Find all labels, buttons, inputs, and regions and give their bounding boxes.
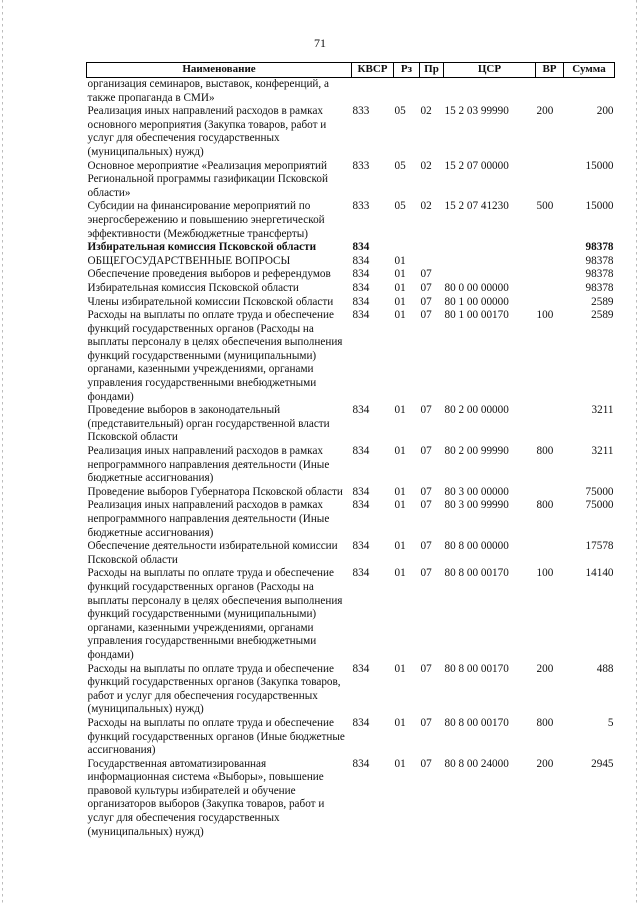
cell-pr	[420, 241, 444, 255]
header-pr: Пр	[420, 63, 444, 78]
cell-name: Обеспечение проведения выборов и референдумов	[87, 268, 331, 281]
cell-pr	[420, 78, 444, 106]
cell-pr: 07	[420, 757, 432, 770]
cell-kvsr: 834	[352, 404, 370, 417]
cell-name: Реализация иных направлений расходов в рамках непрограммного направления деятельности (Иные бюджетные ассигнования)	[87, 499, 330, 539]
table-row	[87, 296, 615, 310]
cell-rz: 01	[394, 281, 406, 294]
table-row	[87, 241, 615, 255]
cell-pr: 02	[420, 159, 432, 172]
cell-vr: 100	[536, 309, 554, 322]
cell-sum: 98378	[585, 281, 614, 294]
cell-kvsr: 834	[352, 295, 370, 308]
cell-sum: 488	[596, 662, 614, 675]
cell-vr: 200	[536, 662, 554, 675]
cell-name: Субсидии на финансирование мероприятий по энергосбережению и повышению энергетической эффективности (Межбюджетные трансферты)	[87, 200, 325, 240]
cell-csr: 80 1 00 00000	[444, 295, 509, 308]
cell-csr: 15 2 03 99990	[444, 105, 509, 118]
table-row	[87, 540, 615, 567]
scan-edge-left	[2, 0, 3, 905]
cell-name: Проведение выборов в законодательный (представительный) орган государственной власти Псковской области	[87, 404, 330, 444]
cell-sum: 2589	[591, 309, 614, 322]
table-row	[87, 282, 615, 296]
table-row	[87, 499, 615, 540]
cell-csr: 80 2 00 00000	[444, 404, 509, 417]
header-sum: Сумма	[564, 63, 615, 78]
cell-sum: 15000	[585, 159, 614, 172]
cell-pr: 02	[420, 105, 432, 118]
cell-rz: 01	[394, 268, 406, 281]
cell-vr	[536, 486, 564, 500]
cell-name: Проведение выборов Губернатора Псковской области	[87, 485, 343, 498]
cell-rz: 01	[394, 485, 406, 498]
cell-sum: 5	[607, 716, 614, 729]
table-row	[87, 404, 615, 445]
table-row	[87, 758, 615, 840]
cell-kvsr: 834	[352, 540, 370, 553]
table-row	[87, 78, 615, 106]
cell-vr	[536, 241, 564, 255]
cell-csr	[444, 268, 536, 282]
table-row	[87, 717, 615, 758]
cell-rz: 01	[394, 662, 406, 675]
header-name: Наименование	[87, 63, 352, 78]
cell-rz: 01	[394, 757, 406, 770]
cell-kvsr: 833	[352, 200, 370, 213]
cell-pr: 07	[420, 716, 432, 729]
header-kvsr: КВСР	[352, 63, 394, 78]
cell-rz: 05	[394, 105, 406, 118]
cell-csr: 80 2 00 99990	[444, 445, 509, 458]
cell-name: Обеспечение деятельности избирательной комиссии Псковской области	[87, 540, 338, 566]
cell-rz: 01	[394, 567, 406, 580]
cell-pr: 07	[420, 662, 432, 675]
cell-name: Расходы на выплаты по оплате труда и обеспечение функций государственных органов (Расходы на выплаты персоналу в целях обеспечения выполнения функций государственными (муниципальными) органами, казенными учреждениями, органами управления государственными внебюджетными фондами)	[87, 567, 343, 661]
cell-name: Расходы на выплаты по оплате труда и обеспечение функций государственных органов (Закупка товаров, работ и услуг для обеспечения государственных (муниципальных) нужд)	[87, 662, 341, 716]
cell-rz: 01	[394, 254, 406, 267]
cell-csr: 80 8 00 00000	[444, 540, 509, 553]
cell-kvsr: 834	[352, 567, 370, 580]
cell-sum: 3211	[591, 445, 614, 458]
header-csr: ЦСР	[444, 63, 536, 78]
cell-sum: 3211	[591, 404, 614, 417]
cell-name: Реализация иных направлений расходов в рамках непрограммного направления деятельности (Иные бюджетные ассигнования)	[87, 445, 330, 485]
cell-kvsr: 834	[352, 268, 370, 281]
cell-vr: 200	[536, 105, 554, 118]
table-row	[87, 309, 615, 404]
cell-name: Избирательная комиссия Псковской области	[87, 241, 317, 254]
cell-sum: 75000	[585, 485, 614, 498]
cell-sum: 98378	[585, 268, 614, 281]
cell-pr	[420, 255, 444, 269]
table-row	[87, 160, 615, 201]
cell-pr: 07	[420, 567, 432, 580]
cell-rz: 01	[394, 404, 406, 417]
cell-kvsr: 834	[352, 281, 370, 294]
table-row	[87, 663, 615, 717]
budget-table	[86, 62, 615, 839]
table-row	[87, 486, 615, 500]
cell-pr: 07	[420, 540, 432, 553]
cell-pr: 07	[420, 295, 432, 308]
cell-csr: 80 3 00 00000	[444, 485, 509, 498]
cell-kvsr	[352, 78, 394, 106]
cell-sum	[564, 78, 615, 106]
cell-sum: 2589	[591, 295, 614, 308]
cell-kvsr: 833	[352, 105, 370, 118]
cell-rz	[394, 241, 420, 255]
cell-pr: 07	[420, 485, 432, 498]
cell-pr: 02	[420, 200, 432, 213]
cell-name: ОБЩЕГОСУДАРСТВЕННЫЕ ВОПРОСЫ	[87, 254, 291, 267]
table-row	[87, 567, 615, 662]
cell-csr	[444, 255, 536, 269]
cell-pr: 07	[420, 445, 432, 458]
cell-sum: 2945	[591, 757, 614, 770]
cell-sum: 98378	[585, 254, 614, 267]
cell-kvsr: 834	[352, 254, 370, 267]
cell-csr	[444, 241, 536, 255]
cell-name: Государственная автоматизированная информационная система «Выборы», повышение правовой культуры избирателей и обучение организаторов выборов (Закупка товаров, работ и услуг для обеспечения государственных (муниципальных) нужд)	[87, 757, 325, 838]
cell-csr: 80 3 00 99990	[444, 499, 509, 512]
cell-csr: 80 8 00 00170	[444, 567, 509, 580]
cell-vr: 500	[536, 200, 554, 213]
cell-kvsr: 834	[352, 757, 370, 770]
cell-csr: 80 8 00 00170	[444, 662, 509, 675]
cell-vr	[536, 296, 564, 310]
cell-rz: 01	[394, 499, 406, 512]
cell-csr: 80 8 00 00170	[444, 716, 509, 729]
cell-name: организация семинаров, выставок, конференций, а также пропаганда в СМИ»	[87, 78, 329, 104]
cell-vr	[536, 268, 564, 282]
page-number: 71	[314, 36, 326, 50]
scan-edge-right	[636, 0, 637, 905]
cell-vr	[536, 255, 564, 269]
cell-sum: 75000	[585, 499, 614, 512]
cell-pr: 07	[420, 268, 432, 281]
cell-kvsr: 834	[352, 485, 370, 498]
cell-sum: 17578	[585, 540, 614, 553]
cell-csr: 15 2 07 41230	[444, 200, 509, 213]
cell-pr: 07	[420, 309, 432, 322]
cell-name: Избирательная комиссия Псковской области	[87, 281, 299, 294]
cell-name: Расходы на выплаты по оплате труда и обеспечение функций государственных органов (Расходы на выплаты персоналу в целях обеспечения выполнения функций государственными (муниципальными) органами, казенными учреждениями, органами управления государственными внебюджетными фондами)	[87, 309, 343, 403]
cell-name: Основное мероприятие «Реализация мероприятий Региональной программы газификации Псковской области»	[87, 159, 328, 199]
cell-csr: 80 1 00 00170	[444, 309, 509, 322]
cell-rz: 01	[394, 716, 406, 729]
table-row	[87, 268, 615, 282]
cell-name: Расходы на выплаты по оплате труда и обеспечение функций государственных органов (Иные бюджетные ассигнования)	[87, 716, 345, 757]
cell-vr: 200	[536, 757, 554, 770]
header-vr: ВР	[536, 63, 564, 78]
cell-csr: 80 8 00 24000	[444, 757, 509, 770]
cell-kvsr: 834	[352, 662, 370, 675]
cell-vr: 800	[536, 716, 554, 729]
cell-pr: 07	[420, 404, 432, 417]
cell-rz: 01	[394, 540, 406, 553]
cell-sum: 15000	[585, 200, 614, 213]
cell-vr: 800	[536, 499, 554, 512]
cell-sum: 14140	[585, 567, 614, 580]
cell-vr	[536, 78, 564, 106]
table-row	[87, 445, 615, 486]
cell-rz: 01	[394, 445, 406, 458]
cell-vr	[536, 282, 564, 296]
table-body	[87, 78, 615, 840]
cell-kvsr: 834	[352, 499, 370, 512]
cell-pr: 07	[420, 281, 432, 294]
cell-rz: 05	[394, 159, 406, 172]
cell-vr	[536, 404, 564, 445]
cell-vr	[536, 160, 564, 201]
cell-pr: 07	[420, 499, 432, 512]
header-rz: Рз	[394, 63, 420, 78]
cell-vr	[536, 540, 564, 567]
table-row	[87, 255, 615, 269]
cell-sum: 200	[596, 105, 614, 118]
cell-csr	[444, 78, 536, 106]
cell-rz: 01	[394, 309, 406, 322]
cell-sum: 98378	[585, 241, 614, 254]
cell-name: Реализация иных направлений расходов в рамках основного мероприятия (Закупка товаров, работ и услуг для обеспечения государственных (муниципальных) нужд)	[87, 105, 327, 158]
table-row	[87, 200, 615, 241]
table-header-row	[87, 63, 615, 78]
cell-vr: 100	[536, 567, 554, 580]
cell-vr: 800	[536, 445, 554, 458]
table-row	[87, 105, 615, 159]
cell-rz: 01	[394, 295, 406, 308]
cell-csr: 80 0 00 00000	[444, 281, 509, 294]
cell-kvsr: 834	[352, 445, 370, 458]
cell-rz: 05	[394, 200, 406, 213]
cell-rz	[394, 78, 420, 106]
cell-name: Члены избирательной комиссии Псковской области	[87, 295, 334, 308]
cell-kvsr: 834	[352, 241, 370, 254]
cell-kvsr: 834	[352, 309, 370, 322]
cell-kvsr: 834	[352, 716, 370, 729]
cell-kvsr: 833	[352, 159, 370, 172]
cell-csr: 15 2 07 00000	[444, 159, 509, 172]
